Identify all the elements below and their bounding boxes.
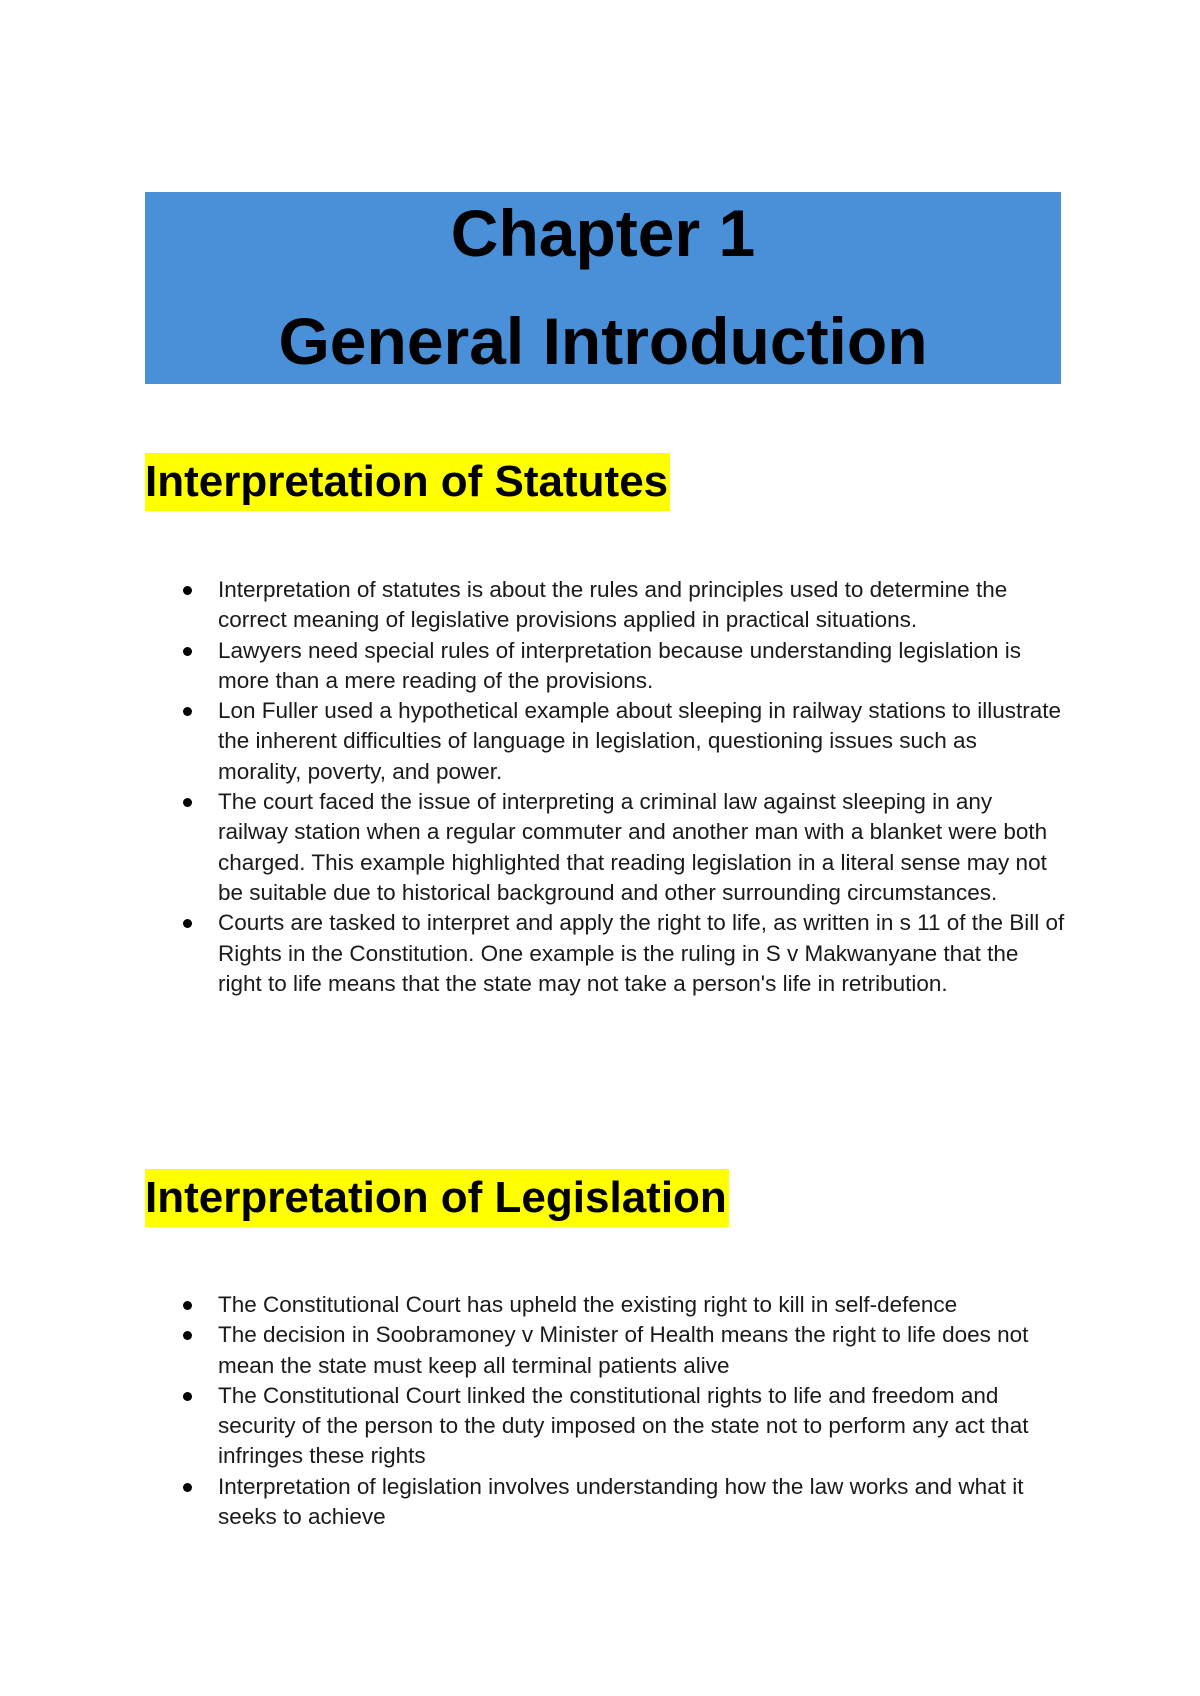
- bullet-list-statutes: [145, 575, 1065, 999]
- list-item-text: The decision in Soobramoney v Minister of Health means the right to life does not mean the state must keep all terminal patients alive: [218, 1322, 1029, 1378]
- bullet-icon: [183, 647, 192, 656]
- list-item-text: The Constitutional Court has upheld the existing right to kill in self-defence: [218, 1292, 958, 1317]
- bullet-icon: [183, 798, 192, 807]
- list-item-text: Lawyers need special rules of interpretation because understanding legislation is more than a mere reading of the provisions.: [218, 637, 1021, 693]
- list-item-text: Interpretation of legislation involves understanding how the law works and what it seeks to achieve: [218, 1473, 1024, 1530]
- bullet-list-legislation: [145, 1290, 1065, 1532]
- section-heading-legislation: Interpretation of Legislation: [145, 1169, 729, 1227]
- bullet-icon: [183, 1483, 192, 1492]
- bullet-icon: [183, 1392, 192, 1401]
- list-item: [145, 787, 1065, 908]
- list-item: [145, 1472, 1065, 1533]
- list-item-text: Interpretation of statutes is about the rules and principles used to determine the correct meaning of legislative provisions applied in practical situations.: [218, 577, 1008, 633]
- list-item: [145, 1290, 1065, 1320]
- bullet-icon: [183, 1301, 192, 1310]
- list-item: [145, 575, 1065, 636]
- list-item: [145, 1320, 1065, 1381]
- list-item: [145, 696, 1065, 787]
- list-item-text: Lon Fuller used a hypothetical example about sleeping in railway stations to illustrate the inherent difficulties of language in legislation, questioning issues such as morality, poverty, and power.: [218, 698, 1061, 784]
- bullet-icon: [183, 919, 192, 928]
- list-item: [145, 636, 1065, 697]
- chapter-number: Chapter 1: [450, 196, 756, 270]
- chapter-title: General Introduction: [278, 304, 928, 378]
- bullet-icon: [183, 1331, 192, 1340]
- section-heading-statutes: Interpretation of Statutes: [145, 453, 670, 511]
- list-item: [145, 1381, 1065, 1472]
- list-item-text: The Constitutional Court linked the constitutional rights to life and freedom and security of the person to the duty imposed on the state not to perform any act that infringes these rights: [218, 1382, 1029, 1469]
- list-item: [145, 908, 1065, 999]
- chapter-title-block: [145, 192, 1061, 384]
- list-item-text: Courts are tasked to interpret and apply the right to life, as written in s 11 of the Bill of Rights in the Constitution. One example is the ruling in S v Makwanyane that the right to life means that the state may not take a person's life in retribution.: [218, 910, 1065, 996]
- bullet-icon: [183, 707, 192, 716]
- list-item-text: The court faced the issue of interpreting a criminal law against sleeping in any railway station when a regular commuter and another man with a blanket were both charged. This example highlighted that reading legislation in a literal sense may not be suitable due to historical background and other surrounding circumstances.: [218, 789, 1048, 905]
- bullet-icon: [183, 586, 192, 595]
